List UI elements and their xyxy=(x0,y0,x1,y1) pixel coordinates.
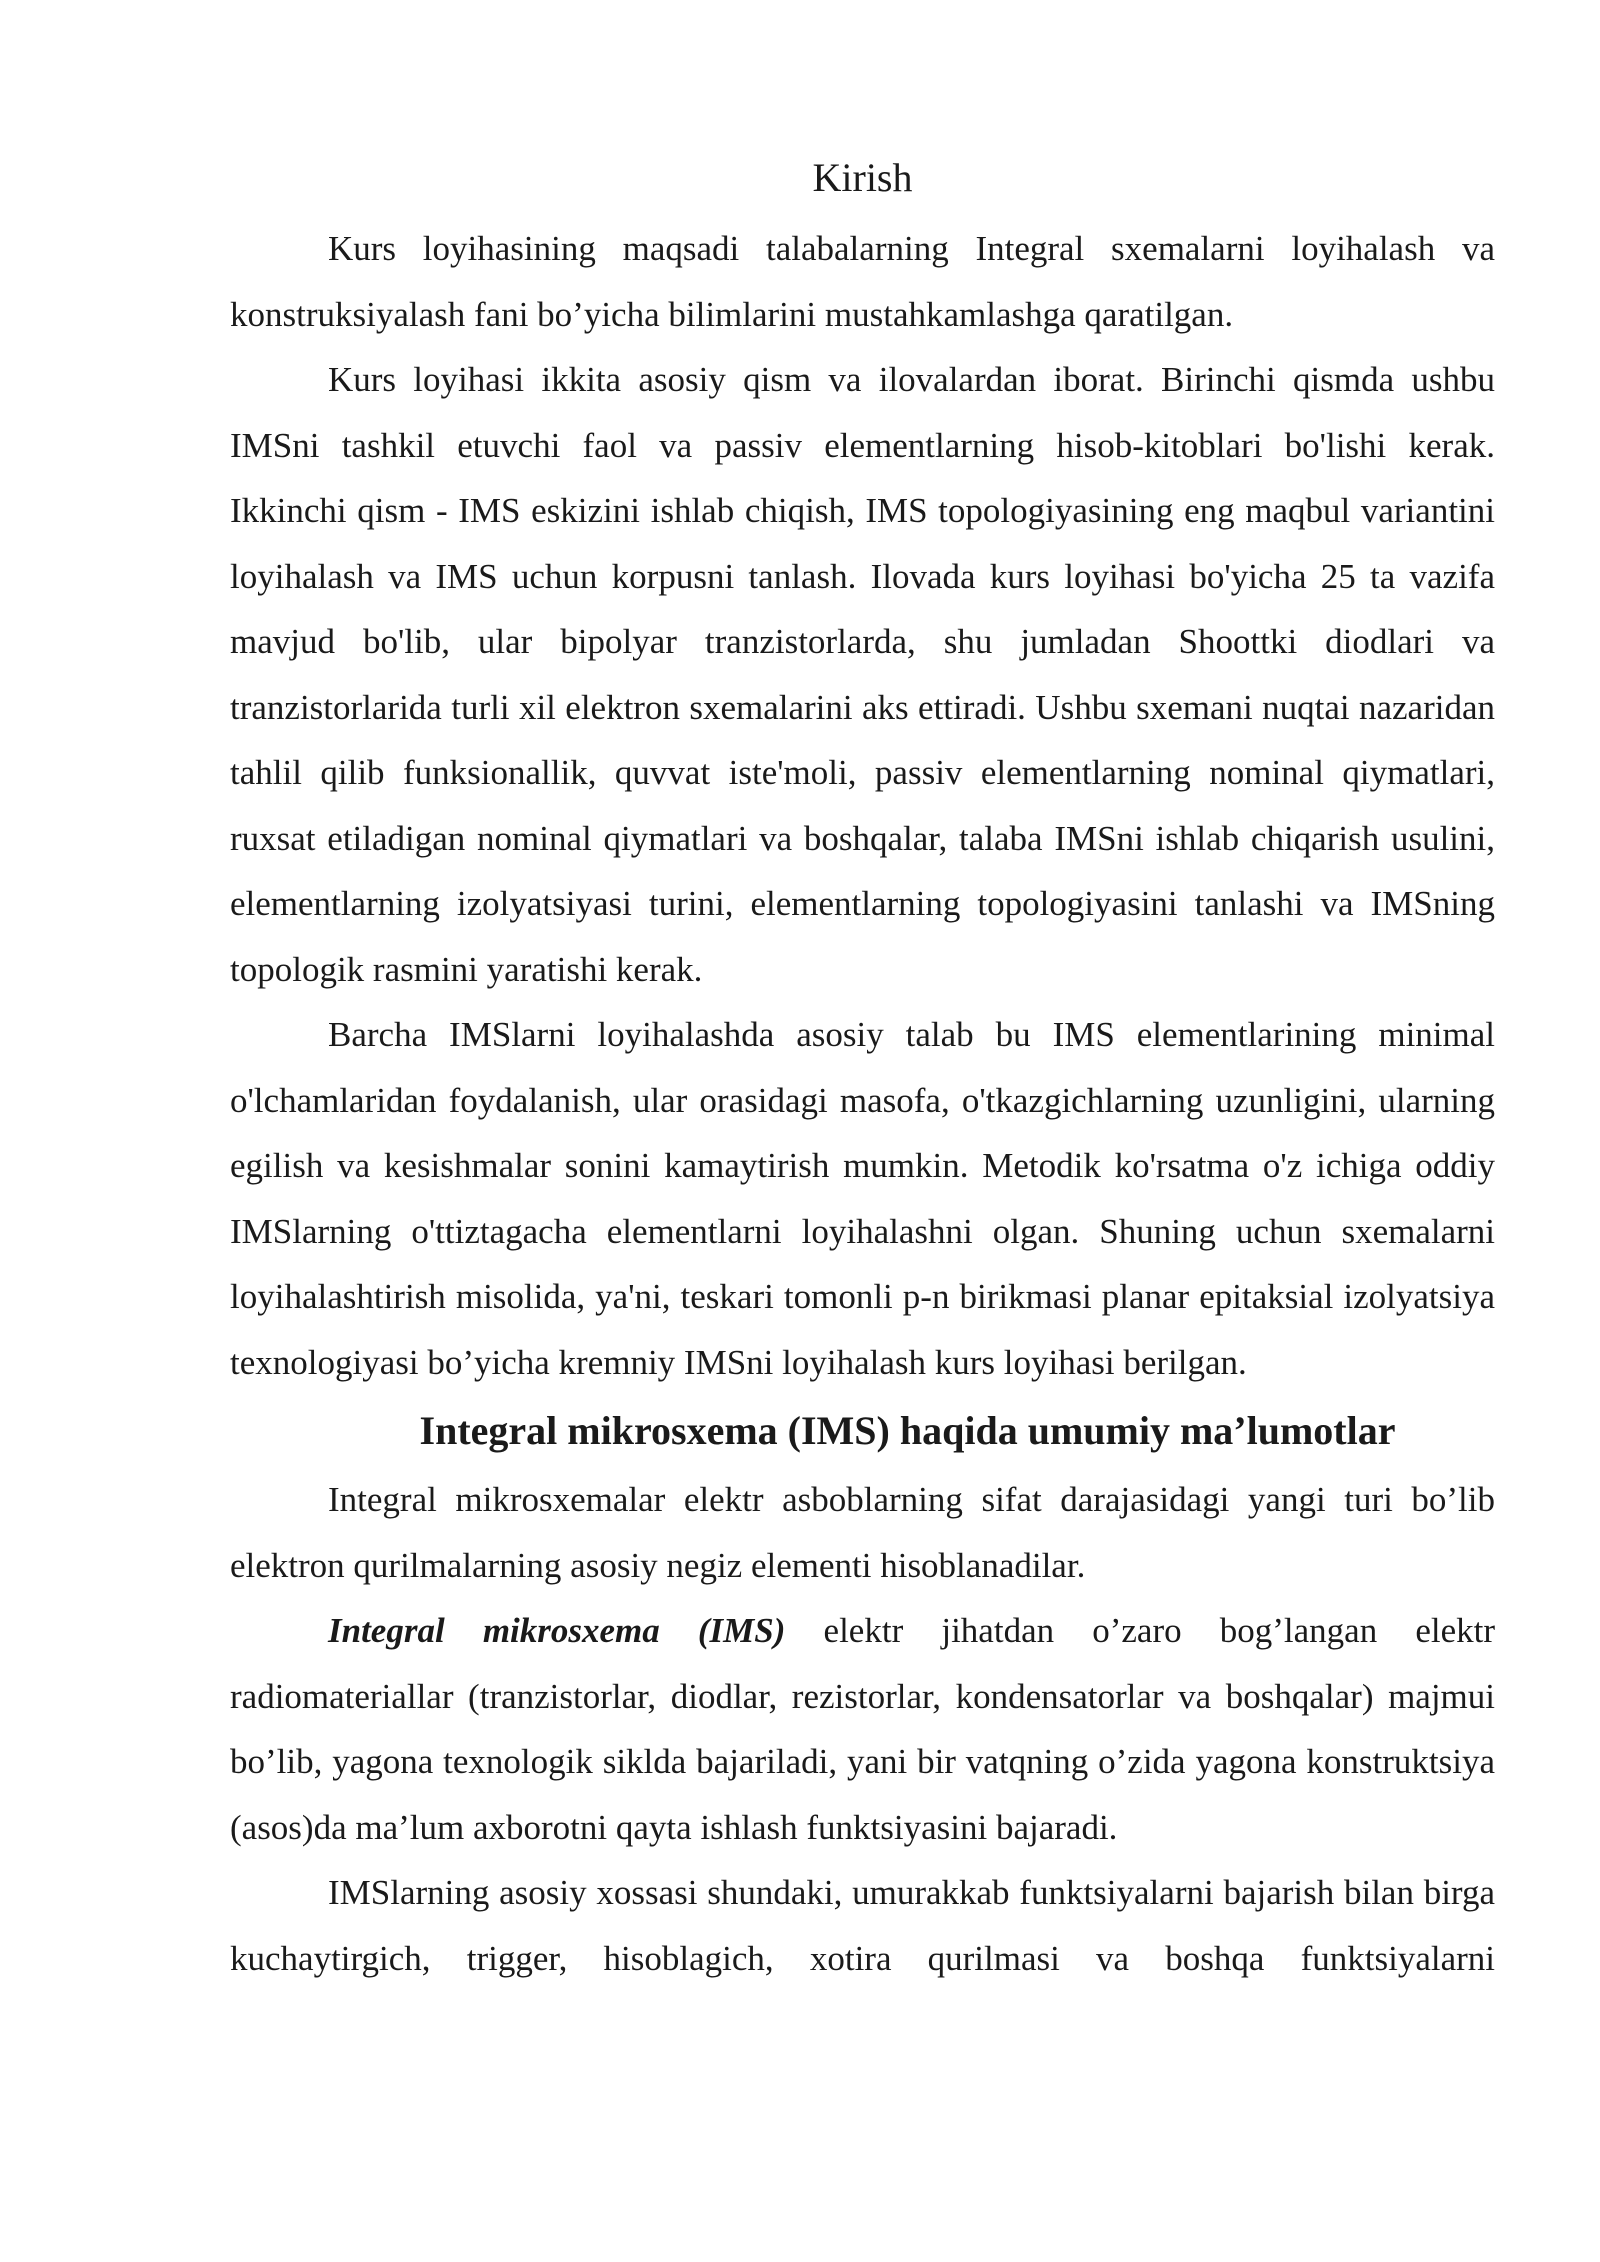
document-title: Kirish xyxy=(812,155,913,200)
section-paragraph-1: Integral mikrosxemalar elektr asboblarning sifat darajasidagi yangi turi bo’lib elektron qurilmalarning asosiy negiz elementi hisoblanadilar. xyxy=(230,1480,1495,1585)
intro-paragraph-3: Barcha IMSlarni loyihalashda asosiy talab bu IMS elementlarining minimal o'lchamlaridan foydalanish, ular orasidagi masofa, o'tkazgichlarning uzunligini, ularning egilish va kesishmalar sonini kamaytirish mumkin. Metodik ko'rsatma o'z ichiga oddiy IMSlarning o'ttiztagacha elementlarni loyihalashni olgan. Shuning uchun sxemalarni loyihalashtirish misolida, ya'ni, teskari tomonli p-n birikmasi planar epitaksial izolyatsiya texnologiyasi bo’yicha kremniy IMSni loyihalash kurs loyihasi berilgan. xyxy=(230,1015,1495,1382)
definition-text: elektr jihatdan o’zaro bog’langan elektr radiomateriallar (tranzistorlar, diodlar, rezistorlar, kondensatorlar va boshqalar) majmui bo’lib, yagona texnologik siklda bajariladi, yani bir vatqning o’zida yagona konstruktsiya (asos)da ma’lum axborotni qayta ishlash funktsiyasini bajaradi. xyxy=(230,1611,1495,1847)
intro-paragraph-1: Kurs loyihasining maqsadi talabalarning Integral sxemalarni loyihalash va konstruksiyalash fani bo’yicha bilimlarini mustahkamlashga qaratilgan. xyxy=(230,229,1495,334)
intro-paragraph-2: Kurs loyihasi ikkita asosiy qism va ilovalardan iborat. Birinchi qismda ushbu IMSni tashkil etuvchi faol va passiv elementlarning hisob-kitoblari bo'lishi kerak. Ikkinchi qism - IMS eskizini ishlab chiqish, IMS topologiyasining eng maqbul variantini loyihalash va IMS uchun korpusni tanlash. Ilovada kurs loyihasi bo'yicha 25 ta vazifa mavjud bo'lib, ular bipolyar tranzistorlarda, shu jumladan Shoottki diodlari va tranzistorlarida turli xil elektron sxemalarini aks ettiradi. Ushbu sxemani nuqtai nazaridan tahlil qilib funksionallik, quvvat iste'moli, passiv elementlarning nominal qiymatlari, ruxsat etiladigan nominal qiymatlari va boshqalar, talaba IMSni ishlab chiqarish usulini, elementlarning izolyatsiyasi turini, elementlarning topologiyasini tanlashi va IMSning topologik rasmini yaratishi kerak. xyxy=(230,360,1495,989)
section-paragraph-3: IMSlarning asosiy xossasi shundaki, umurakkab funktsiyalarni bajarish bilan birga kuchaytirgich, trigger, hisoblagich, xotira qurilmasi va boshqa funktsiyalarni xyxy=(230,1873,1495,1978)
definition-paragraph xyxy=(230,1598,1495,1860)
document-page xyxy=(230,148,1495,1991)
definition-term: Integral mikrosxema (IMS) xyxy=(328,1611,786,1650)
section-heading: Integral mikrosxema (IMS) haqida umumiy ma’lumotlar xyxy=(419,1408,1396,1453)
